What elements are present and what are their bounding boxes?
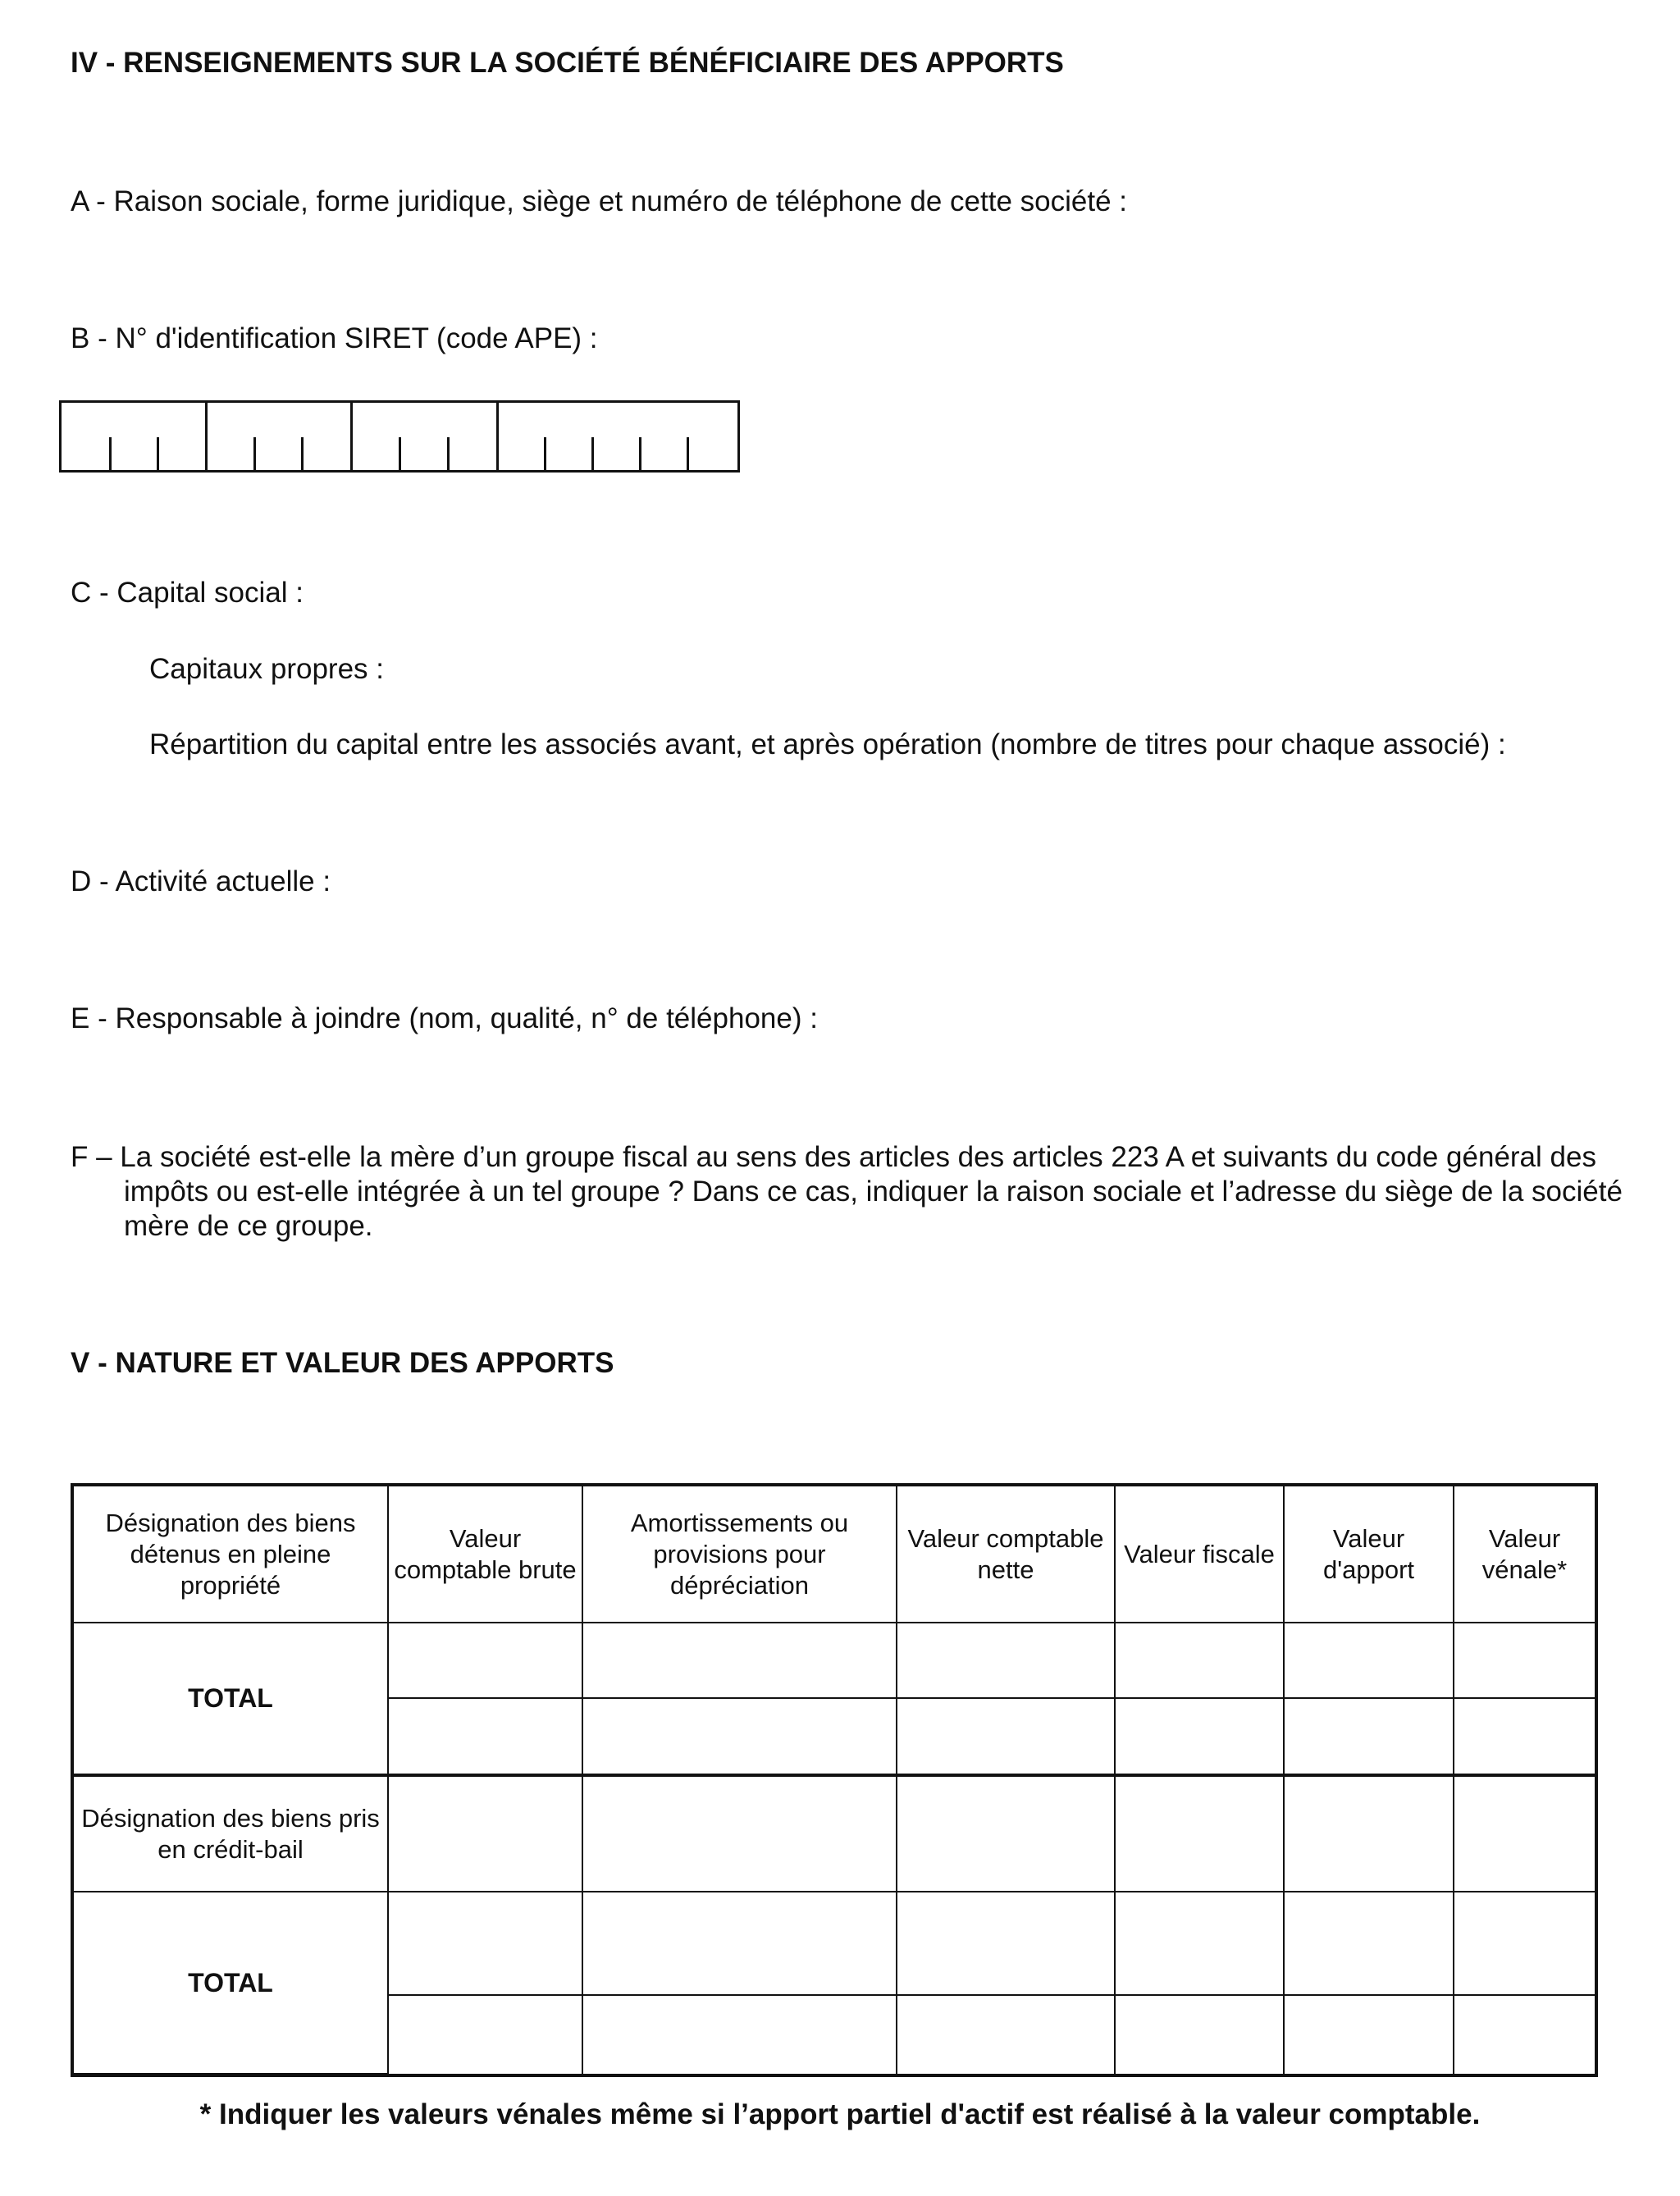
siret-digit-tick bbox=[447, 437, 450, 470]
field-c-label: C - Capital social : bbox=[71, 577, 304, 609]
table-input-cell[interactable] bbox=[1454, 1698, 1595, 1775]
siret-digit-tick bbox=[301, 437, 304, 470]
total-label: TOTAL bbox=[188, 1967, 273, 1997]
table-input-cell[interactable] bbox=[582, 1623, 897, 1698]
table-input-cell[interactable] bbox=[388, 1623, 582, 1698]
header-valeur-comptable-brute: Valeur comptable brute bbox=[388, 1486, 582, 1623]
table-input-cell[interactable] bbox=[897, 1892, 1115, 1995]
table-input-cell[interactable] bbox=[1284, 1995, 1454, 2074]
total-label: TOTAL bbox=[188, 1683, 273, 1713]
table-input-cell[interactable] bbox=[1115, 1892, 1284, 1995]
table-input-cell[interactable] bbox=[388, 1698, 582, 1775]
field-a-label: A - Raison sociale, forme juridique, siège et numéro de téléphone de cette société : bbox=[71, 185, 1127, 217]
header-valeur-apport: Valeur d'apport bbox=[1284, 1486, 1454, 1623]
header-valeur-fiscale: Valeur fiscale bbox=[1115, 1486, 1284, 1623]
table-input-cell[interactable] bbox=[1454, 1775, 1595, 1892]
siret-input-box[interactable] bbox=[59, 400, 740, 473]
section-v-title: V - NATURE ET VALEUR DES APPORTS bbox=[71, 1347, 614, 1379]
credit-bail-label: Désignation des biens pris en crédit-bail bbox=[81, 1803, 380, 1864]
table-input-cell[interactable] bbox=[1115, 1995, 1284, 2074]
header-designation-pleine-propriete: Désignation des biens détenus en pleine propriété bbox=[74, 1486, 388, 1623]
siret-digit-tick bbox=[109, 437, 112, 470]
header-amortissements: Amortissements ou provisions pour dépréciation bbox=[582, 1486, 897, 1623]
table-input-cell[interactable] bbox=[582, 1775, 897, 1892]
siret-group-separator bbox=[496, 403, 499, 470]
field-b-label: B - N° d'identification SIRET (code APE) : bbox=[71, 322, 598, 354]
table-input-cell[interactable] bbox=[582, 1698, 897, 1775]
footnote: * Indiquer les valeurs vénales même si l’apport partiel d'actif est réalisé à la valeur comptable. bbox=[199, 2098, 1481, 2130]
section-iv-title: IV - RENSEIGNEMENTS SUR LA SOCIÉTÉ BÉNÉFICIAIRE DES APPORTS bbox=[71, 47, 1064, 79]
credit-bail-label-cell bbox=[74, 1775, 388, 1892]
table-input-cell[interactable] bbox=[897, 1623, 1115, 1698]
table-input-cell[interactable] bbox=[1115, 1698, 1284, 1775]
header-valeur-comptable-nette: Valeur comptable nette bbox=[897, 1486, 1115, 1623]
table-input-cell[interactable] bbox=[1454, 1892, 1595, 1995]
table-input-cell[interactable] bbox=[582, 1892, 897, 1995]
siret-digit-tick bbox=[639, 437, 641, 470]
table-input-cell[interactable] bbox=[897, 1995, 1115, 2074]
field-c-repartition-label: Répartition du capital entre les associés avant, et après opération (nombre de titres pour chaque associé) : bbox=[149, 728, 1506, 760]
total-label-cell bbox=[74, 1623, 388, 1775]
field-e-label: E - Responsable à joindre (nom, qualité, n° de téléphone) : bbox=[71, 1002, 818, 1034]
field-d-label: D - Activité actuelle : bbox=[71, 865, 331, 897]
siret-group-separator bbox=[205, 403, 208, 470]
table-input-cell[interactable] bbox=[388, 1892, 582, 1995]
table-input-cell[interactable] bbox=[1284, 1775, 1454, 1892]
siret-digit-tick bbox=[687, 437, 689, 470]
table-input-cell[interactable] bbox=[1115, 1775, 1284, 1892]
table-input-cell[interactable] bbox=[897, 1698, 1115, 1775]
siret-group-separator bbox=[350, 403, 353, 470]
field-c-capitaux-label: Capitaux propres : bbox=[149, 653, 384, 685]
table-input-cell[interactable] bbox=[1284, 1623, 1454, 1698]
header-valeur-venale: Valeur vénale* bbox=[1454, 1486, 1595, 1623]
table-input-cell[interactable] bbox=[1284, 1892, 1454, 1995]
siret-digit-tick bbox=[591, 437, 594, 470]
siret-digit-tick bbox=[253, 437, 256, 470]
siret-digit-tick bbox=[399, 437, 401, 470]
table-input-cell[interactable] bbox=[388, 1775, 582, 1892]
total-label-cell bbox=[74, 1892, 388, 2074]
table-input-cell[interactable] bbox=[1284, 1698, 1454, 1775]
table-input-cell[interactable] bbox=[582, 1995, 897, 2074]
siret-digit-tick bbox=[157, 437, 159, 470]
table-input-cell[interactable] bbox=[388, 1995, 582, 2074]
field-f-paragraph: F – La société est-elle la mère d’un groupe fiscal au sens des articles des articles 223 A et suivants du code général des impôts ou est-elle intégrée à un tel groupe ? Dans ce cas, indiquer la raison sociale et l’adresse du siège de la société mère de ce groupe. bbox=[71, 1141, 1623, 1242]
table-input-cell[interactable] bbox=[1115, 1623, 1284, 1698]
table-input-cell[interactable] bbox=[1454, 1995, 1595, 2074]
siret-digit-tick bbox=[544, 437, 546, 470]
nature-valeur-table bbox=[71, 1483, 1598, 2077]
table-input-cell[interactable] bbox=[1454, 1623, 1595, 1698]
table-input-cell[interactable] bbox=[897, 1775, 1115, 1892]
